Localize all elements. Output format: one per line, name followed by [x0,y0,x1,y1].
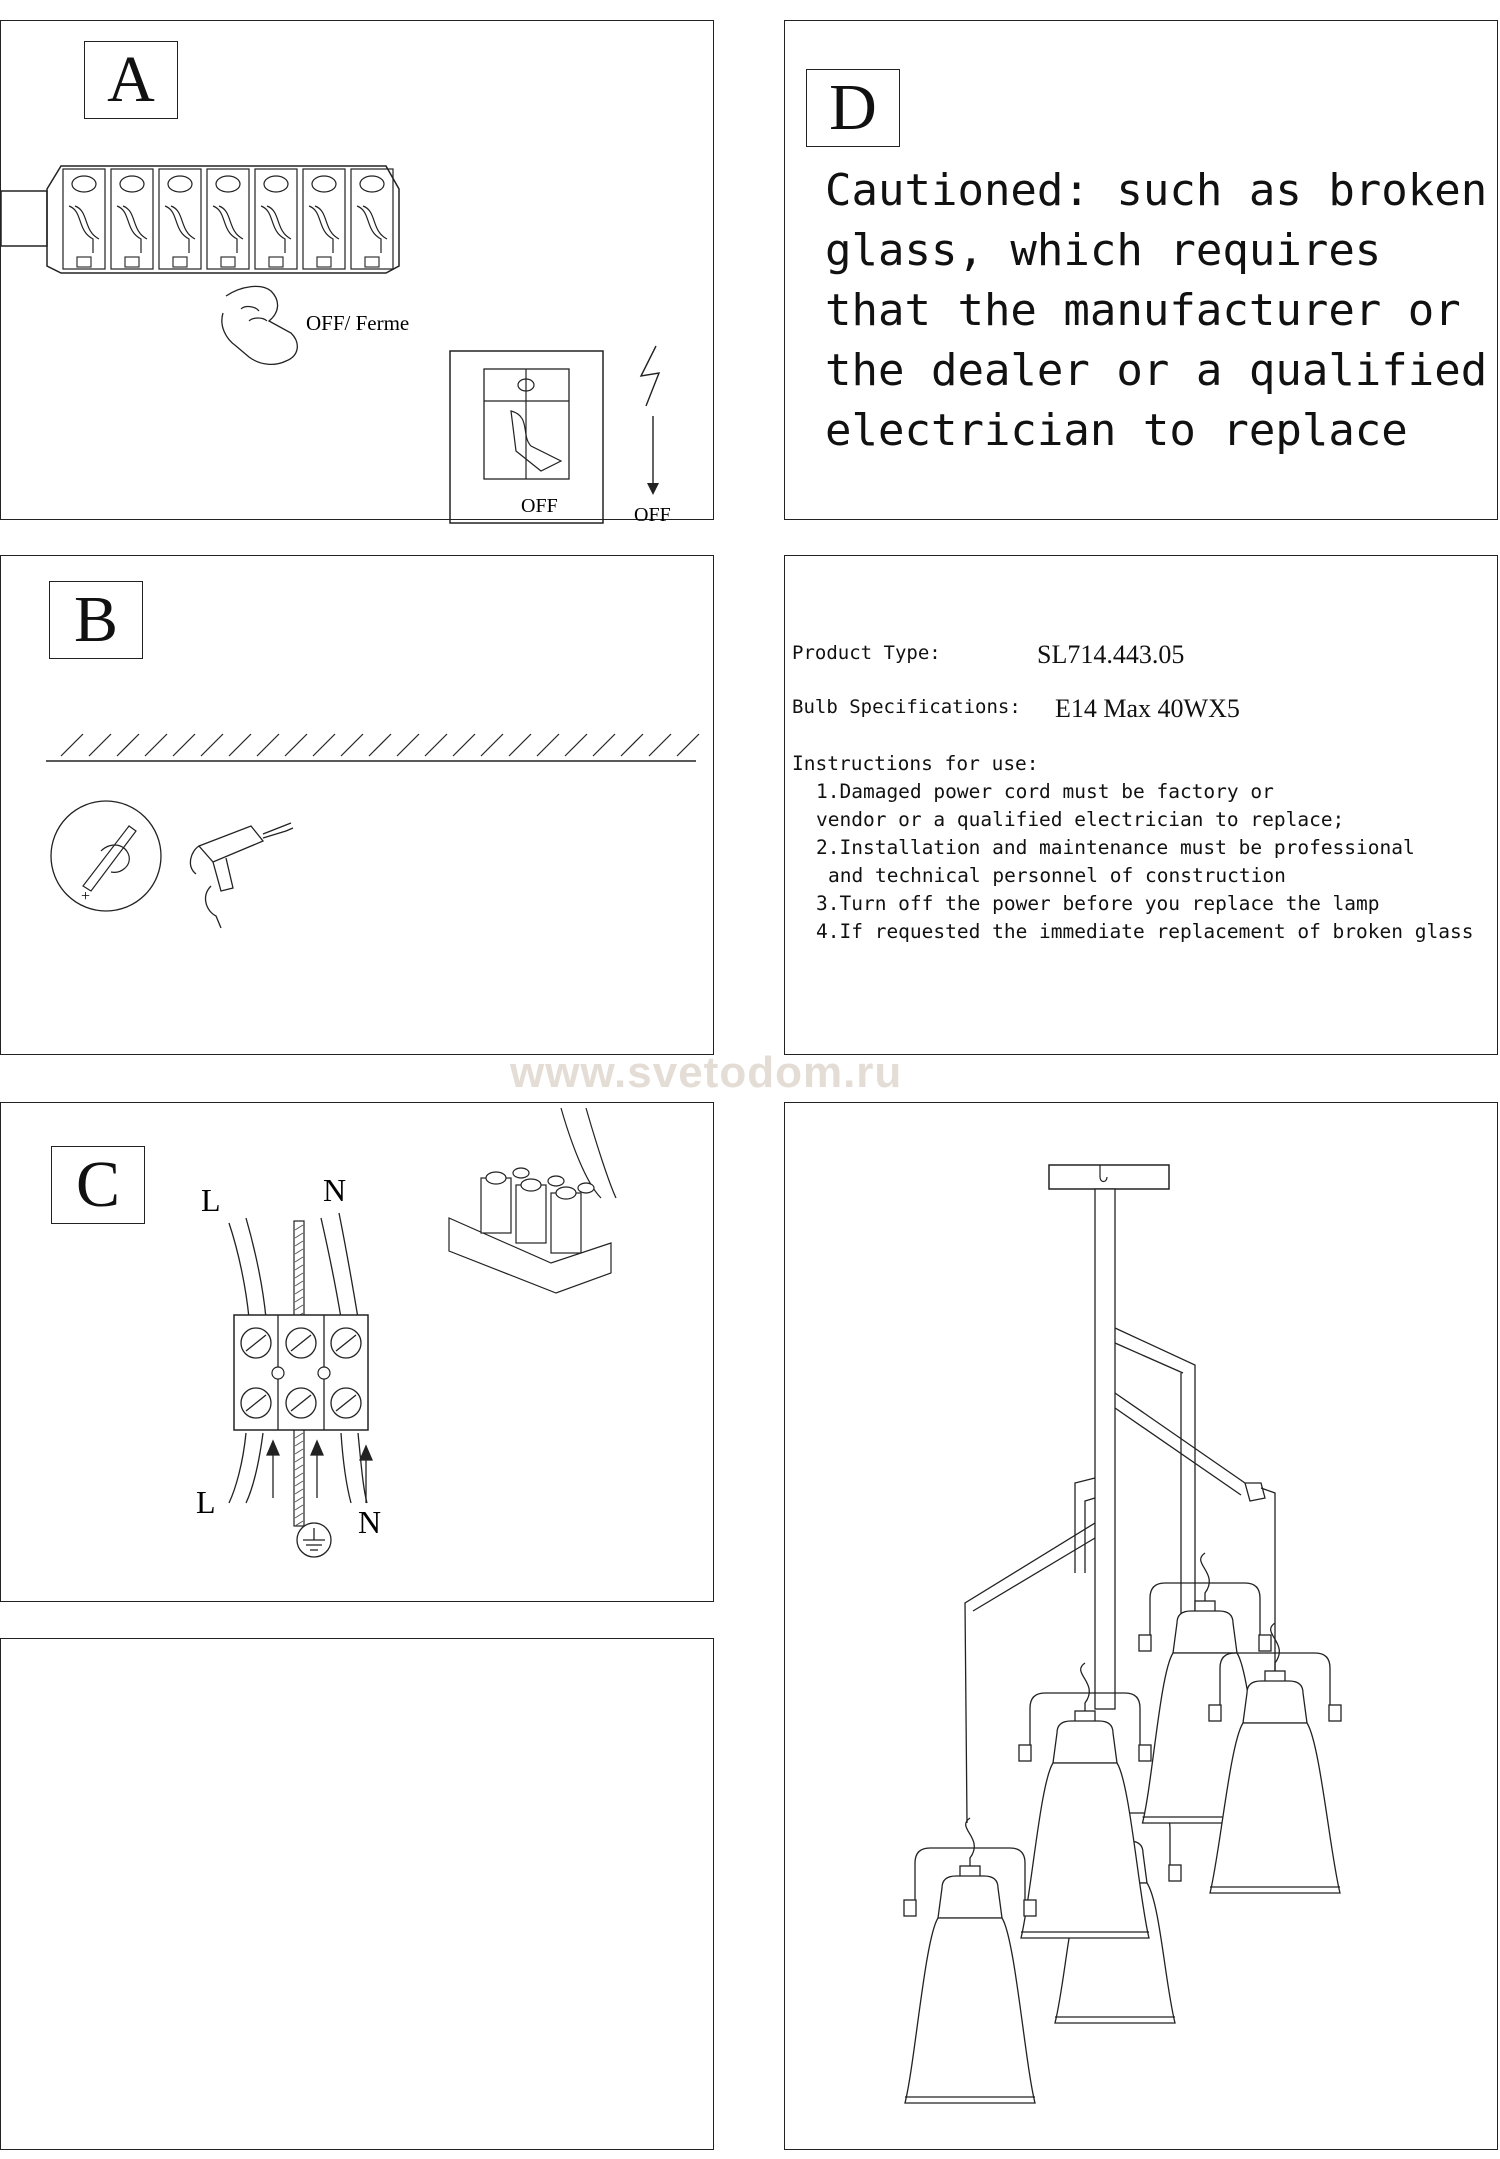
caution-line: Cautioned: such as broken [825,165,1488,216]
lamp-panel [784,1102,1498,2150]
instruction-line: vendor or a qualified electrician to replace; [816,808,1345,831]
caution-line: electrician to replace [825,405,1408,456]
caution-line: glass, which requires [825,225,1382,276]
connector-block-icon [449,1108,616,1293]
panel-c-letter: C [51,1146,145,1224]
live-label-bottom: L [196,1484,216,1520]
lamp-shade [1019,1663,1151,1938]
central-stem [1095,1189,1115,1709]
neutral-label-bottom: N [358,1504,382,1540]
instructions-heading: Instructions for use: [792,752,1039,775]
panel-a-letter: A [84,41,178,119]
breaker-modules [63,169,393,269]
product-type-value: SL714.443.05 [1037,640,1185,669]
drill-icon [190,823,293,928]
svg-text:+: + [81,888,91,905]
panel-b [0,555,714,1055]
wiring-diagram [1,1103,715,1603]
arrow-off-label: OFF [634,504,671,526]
pendant-lamp-illustration [785,1103,1499,2151]
caution-line: that the manufacturer or [825,285,1461,336]
panel-c [0,1102,714,1602]
breaker-panel-illustration [1,21,715,526]
product-type-label: Product Type: [792,642,941,664]
breaker-off-label: OFF/ Ferme [306,311,410,335]
live-label-top: L [201,1182,221,1218]
neutral-label-top: N [323,1172,347,1208]
lightning-icon [641,346,659,406]
panel-a [0,20,714,526]
instruction-line: and technical personnel of construction [828,864,1286,887]
bulb-spec-value: E14 Max 40WX5 [1055,694,1240,723]
panel-d-letter: D [806,69,900,147]
panel-b-letter: B [49,581,143,659]
ceiling-canopy [1049,1165,1169,1189]
switch-off-label: OFF [521,495,558,517]
panel-d [784,20,1498,520]
caution-line: the dealer or a qualified [825,345,1488,396]
lamp-shade [904,1818,1036,2103]
watermark: www.svetodom.ru [510,1048,903,1097]
instruction-line: 4.If requested the immediate replacement of broken glass [816,920,1474,943]
instruction-line: 3.Turn off the power before you replace the lamp [816,892,1380,915]
bulb-spec-label: Bulb Specifications: [792,696,1021,718]
caution-text [825,161,1500,461]
ceiling-drill-illustration [1,556,715,1056]
specs-panel [784,555,1498,1055]
empty-panel [0,1638,714,2150]
instruction-line: 1.Damaged power cord must be factory or [816,780,1274,803]
arrow-down-icon [647,483,659,495]
hand-icon [222,286,297,364]
instruction-line: 2.Installation and maintenance must be professional [816,836,1415,859]
